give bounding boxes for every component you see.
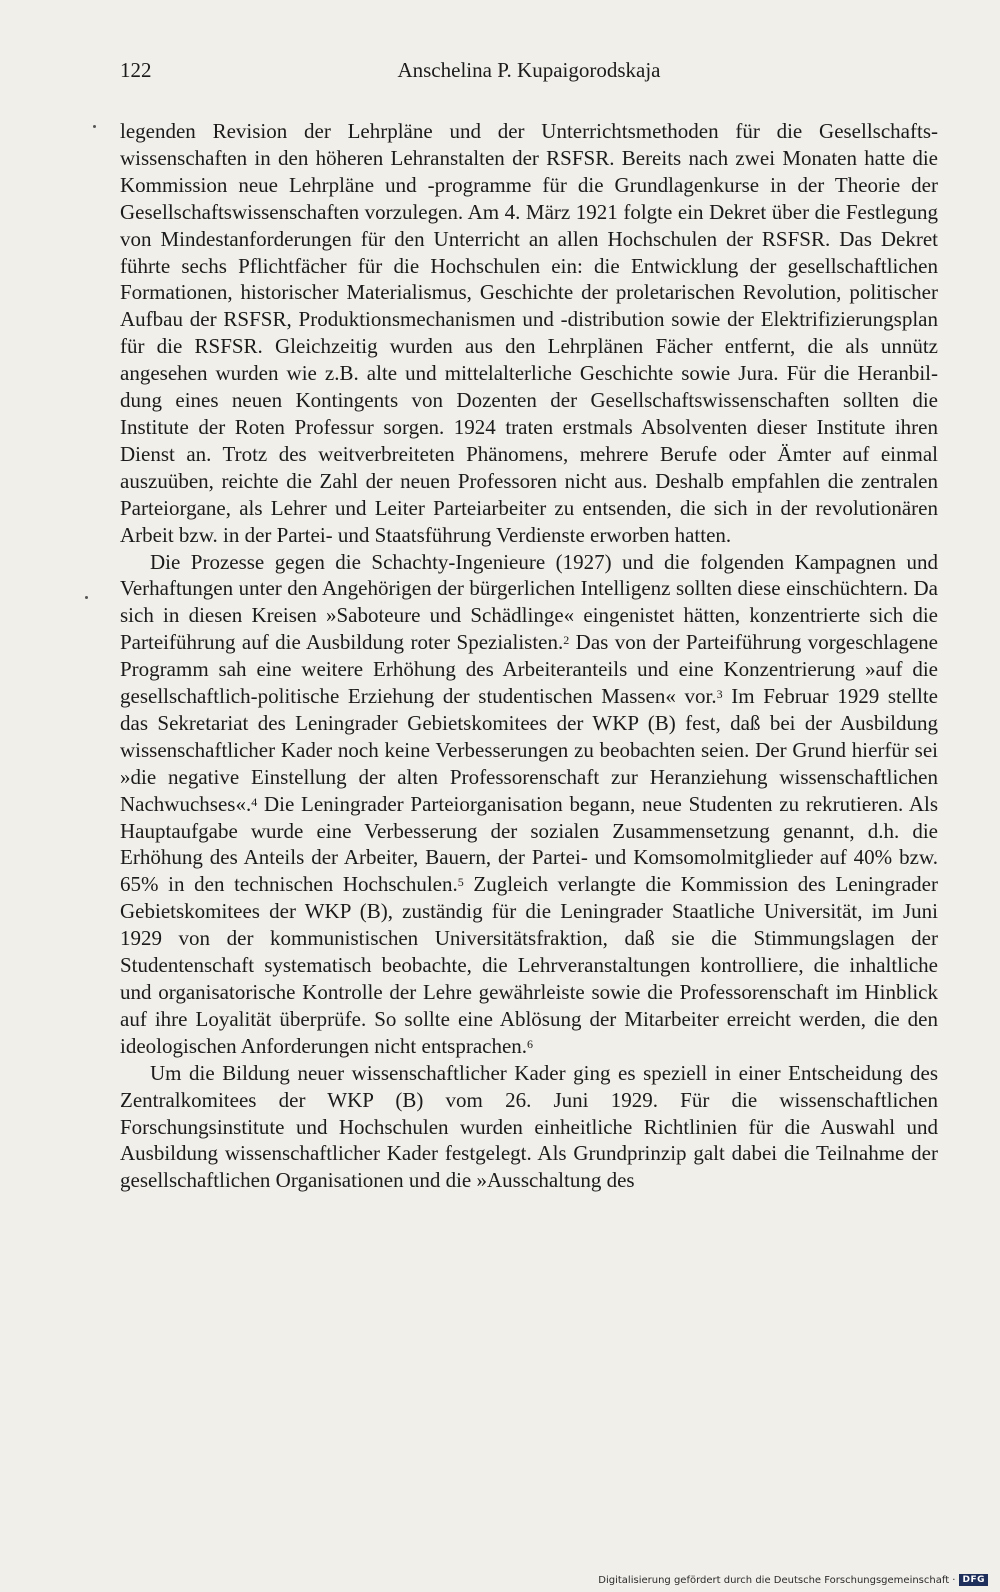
footnote-ref: 4 bbox=[251, 794, 258, 809]
running-head: Anschelina P. Kupaigorodskaja bbox=[397, 58, 661, 82]
footnote-ref: 3 bbox=[716, 687, 723, 702]
paragraph bbox=[120, 1060, 938, 1195]
paragraph-text: Um die Bildung neuer wissenschaftlicher Kader ging es speziell in einer Entscheidung des Zentralkomitees der WKP (B) vom 26. Juni 1929. Für die wissenschaftlichen Forschungsinstitute und Hochschulen wurden einheitliche Richtlinien für die Auswahl und Ausbildung wissenschaftlicher Kader festgelegt. Als Grundprinzip galt dabei die Teilnahme der gesellschaftlichen Organisationen und die »Ausschaltung des bbox=[120, 1060, 938, 1193]
paragraph-text: legenden Revision der Lehrpläne und der Unterrichtsmethoden für die Gesellschaftswissenschaften in den höheren Lehranstalten der RSFSR. Bereits nach zwei Monaten hatte die Kommission neue Lehrpläne und -programme für die Grundlagenkurse in der Theorie der Gesellschaftswissenschaften vorzulegen. Am 4. März 1921 folgte ein Dekret über die Festlegung von Mindestanforderungen für den Unterricht an allen Hochschulen der RSFSR. Das Dekret führte sechs Pflichtfächer für die Hochschulen ein: die Entwicklung der gesellschaftlichen Formationen, historischer Materialismus, Geschichte der proletarischen Revolution, politischer Aufbau der RSFSR, Produktionsmechanismen und -distribution sowie der Elektrifizierungsplan für die RSFSR. Gleichzeitig wurden aus den Lehrplänen Fächer entfernt, die als unnütz angesehen wurden wie z.B. alte und mittelalterliche Geschichte sowie Jura. Für die Heranbildung eines neuen Kontingents von Dozenten der Gesellschaftswissenschaften sollten die Institute der Roten Professur sorgen. 1924 traten erstmals Absolventen dieser Institute ihren Dienst an. Trotz des weitverbreiteten Phänomens, mehrere Berufe oder Ämter auf einmal auszuüben, reichte die Zahl der neuen Professoren nicht aus. Deshalb empfahlen die zentralen Parteiorgane, als Lehrer und Leiter Parteiarbeiter zu entsenden, die sich in der revolutionären Arbeit bzw. in der Partei- und Staatsführung Verdienste erworben hatten. bbox=[120, 119, 938, 547]
page-number: 122 bbox=[120, 58, 152, 82]
paragraph-text: Zugleich verlangte die Kommission des Leningrader Gebietskomitees der WKP (B), zuständig für die Leningrader Staatliche Universität, im Juni 1929 von der kommunistischen Universitätsfraktion, daß sie die Stimmungslagen der Studentenschaft systematisch beobachte, die Lehrveranstaltungen kontrolliere, die inhaltliche und organisatorische Kontrolle der Lehre gewährleiste sowie die Professorenschaft im Hinblick auf ihre Loyalität überprüfe. So sollte eine Ablösung der Mitarbeiter erreicht werden, die den ideologischen Anforderungen nicht entsprachen. bbox=[120, 872, 938, 1058]
page-header bbox=[120, 58, 938, 98]
dfg-logo-icon: DFG bbox=[959, 1574, 988, 1586]
scan-speck bbox=[93, 125, 96, 128]
footnote-ref: 5 bbox=[457, 875, 464, 890]
paragraph bbox=[120, 118, 938, 549]
digitization-banner bbox=[598, 1574, 988, 1586]
paragraph-text: Das von der Parteiführung vorgeschlagene Programm sah eine weitere Erhöhung des Arbeiteranteils und eine Konzentrierung »auf die gesellschaftlich-politische Erziehung der studentischen Massen« vor. bbox=[120, 630, 939, 709]
footnote-ref: 6 bbox=[527, 1036, 534, 1051]
paragraph-text: Im Februar 1929 stellte das Sekretariat des Leningrader Gebietskomitees der WKP (B) fest, daß bei der Ausbildung wissenschaftlicher Kader noch keine Verbesserungen zu beobachten seien. Der Grund hierfür sei »die negative Einstellung der alten Professorenschaft zur Heranziehung wissenschaftlichen Nachwuchses«. bbox=[120, 684, 938, 816]
body-text bbox=[120, 118, 938, 1194]
digitization-credit: Digitalisierung gefördert durch die Deutsche Forschungsgemeinschaft · bbox=[598, 1574, 956, 1586]
paragraph-text: Die Prozesse gegen die Schachty-Ingenieure (1927) und die folgenden Kampagnen und Verhaftungen unter den Angehörigen der bürgerlichen Intelligenz sollten diese einschüchtern. Da sich in diesen Kreisen »Saboteure und Schädlinge« eingenistet hätten, konzentrierte sich die Parteiführung auf die Ausbildung roter Spezialisten. bbox=[120, 549, 938, 655]
footnote-ref: 2 bbox=[563, 633, 570, 648]
scan-speck bbox=[85, 596, 88, 599]
paragraph bbox=[120, 549, 938, 1060]
paragraph-text: Die Leningrader Parteiorganisation begann, neue Studenten zu rekrutieren. Als Hauptaufgabe wurde eine Verbesserung der sozialen Zusammensetzung genannt, d.h. die Erhöhung des Anteils der Arbeiter, Bauern, der Partei- und Komsomolmitglieder auf 40% bzw. 65% in den technischen Hochschulen. bbox=[120, 791, 938, 897]
